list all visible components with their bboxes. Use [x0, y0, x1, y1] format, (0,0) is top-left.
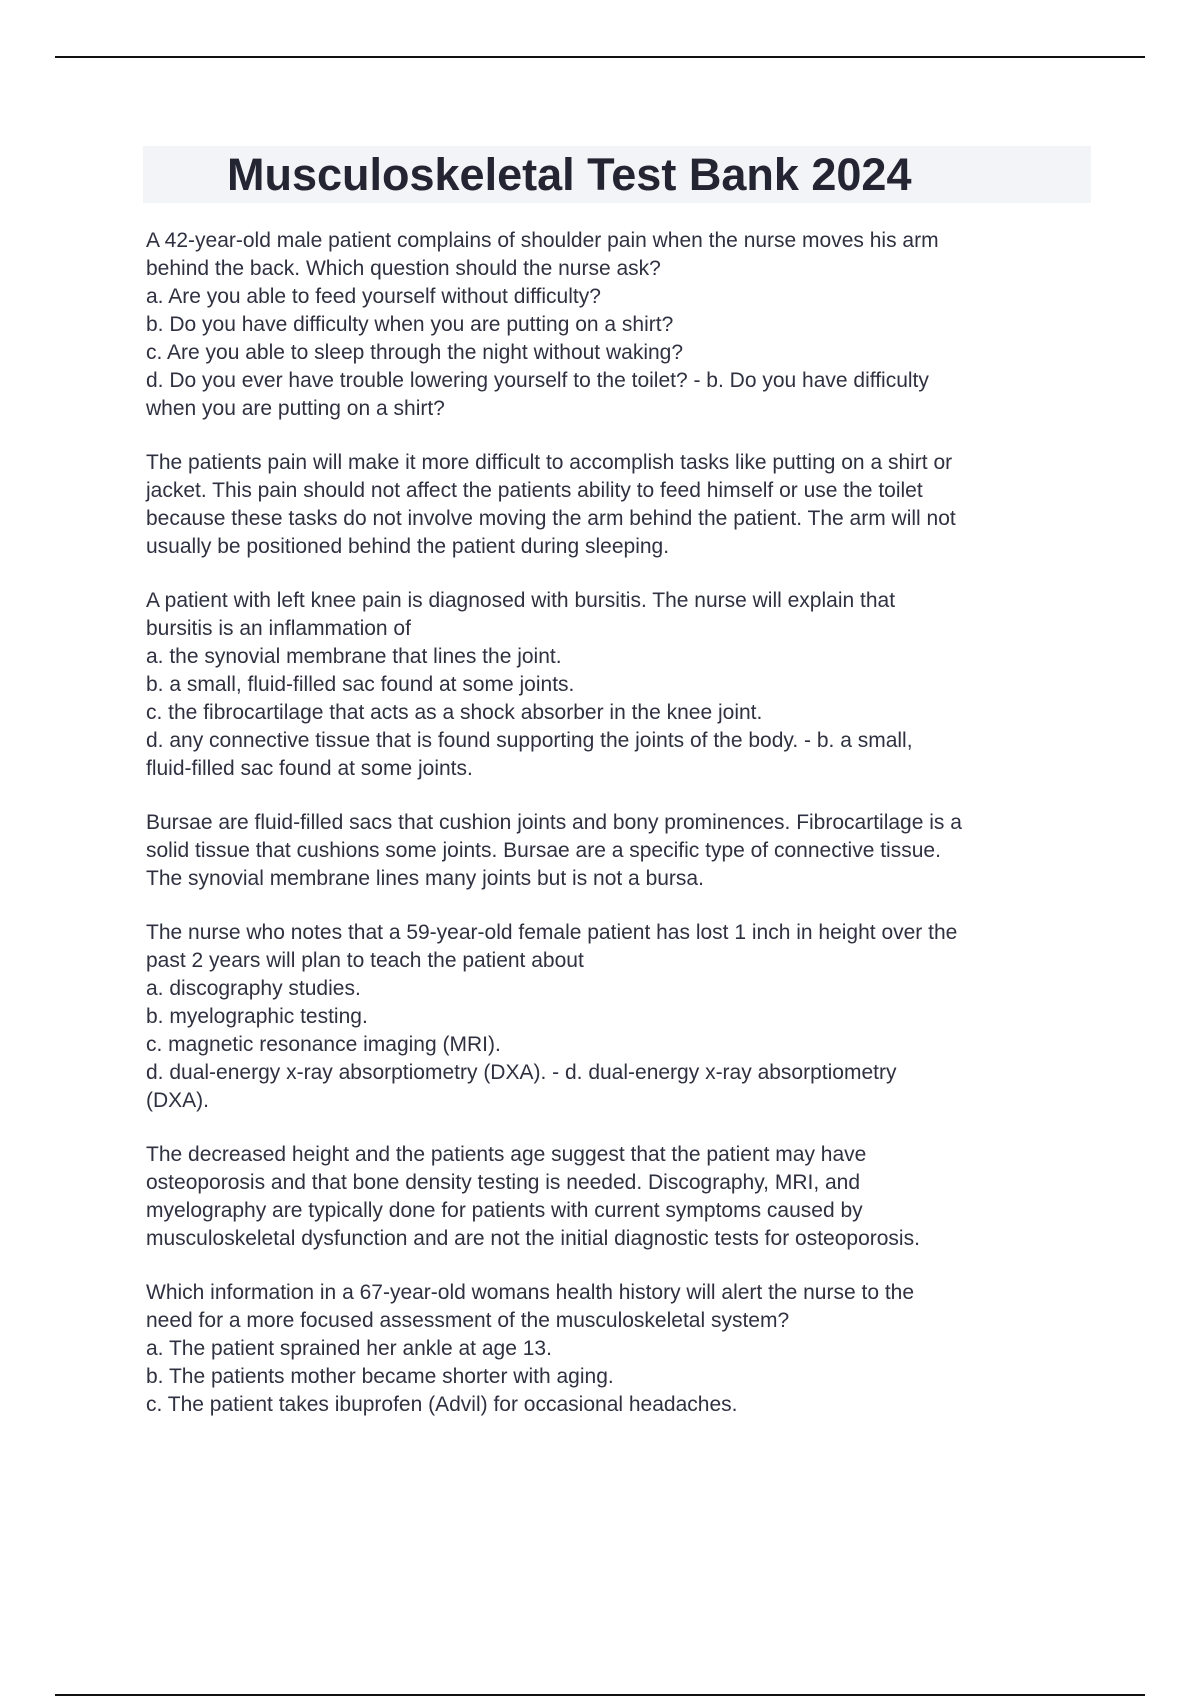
text-line: osteoporosis and that bone density testing is needed. Discography, MRI, and — [146, 1171, 861, 1194]
text-line: solid tissue that cushions some joints. Bursae are a specific type of connective tissue. — [146, 839, 941, 862]
text-line: usually be positioned behind the patient during sleeping. — [146, 535, 670, 558]
question-3 — [146, 919, 1096, 1115]
answer-option: a. The patient sprained her ankle at age 13. — [146, 1337, 552, 1360]
answer-option: a. the synovial membrane that lines the joint. — [146, 645, 562, 668]
answer-option: c. The patient takes ibuprofen (Advil) for occasional headaches. — [146, 1393, 738, 1416]
answer-option: c. Are you able to sleep through the night without waking? — [146, 341, 684, 364]
answer-option: a. discography studies. — [146, 977, 361, 1000]
text-line: The synovial membrane lines many joints but is not a bursa. — [146, 867, 704, 890]
text-line: jacket. This pain should not affect the patients ability to feed himself or use the toilet — [146, 479, 923, 502]
text-line: A 42-year-old male patient complains of shoulder pain when the nurse moves his arm — [146, 229, 939, 252]
text-line: A patient with left knee pain is diagnosed with bursitis. The nurse will explain that — [146, 589, 896, 612]
bottom-rule — [55, 1694, 1145, 1696]
answer-option: c. the fibrocartilage that acts as a shock absorber in the knee joint. — [146, 701, 763, 724]
question-4 — [146, 1279, 1096, 1419]
top-rule — [55, 56, 1145, 58]
rationale-2 — [146, 809, 1096, 893]
answer-option: c. magnetic resonance imaging (MRI). — [146, 1033, 501, 1056]
text-line: The patients pain will make it more difficult to accomplish tasks like putting on a shirt or — [146, 451, 953, 474]
document-title: Musculoskeletal Test Bank 2024 — [227, 149, 912, 200]
answer-option: b. Do you have difficulty when you are putting on a shirt? — [146, 313, 674, 336]
text-line: because these tasks do not involve moving the arm behind the patient. The arm will not — [146, 507, 956, 530]
text-line: need for a more focused assessment of the musculoskeletal system? — [146, 1309, 790, 1332]
text-line: (DXA). — [146, 1089, 209, 1112]
rationale-3 — [146, 1141, 1096, 1253]
text-line: The decreased height and the patients age suggest that the patient may have — [146, 1143, 867, 1166]
text-line: past 2 years will plan to teach the patient about — [146, 949, 584, 972]
document-body — [146, 227, 1096, 1445]
answer-option: b. The patients mother became shorter with aging. — [146, 1365, 614, 1388]
answer-option: a. Are you able to feed yourself without difficulty? — [146, 285, 601, 308]
text-line: musculoskeletal dysfunction and are not the initial diagnostic tests for osteoporosis. — [146, 1227, 920, 1250]
text-line: bursitis is an inflammation of — [146, 617, 411, 640]
text-line: myelography are typically done for patients with current symptoms caused by — [146, 1199, 863, 1222]
text-line: fluid-filled sac found at some joints. — [146, 757, 473, 780]
question-2 — [146, 587, 1096, 783]
text-line: The nurse who notes that a 59-year-old female patient has lost 1 inch in height over the — [146, 921, 958, 944]
rationale-1 — [146, 449, 1096, 561]
text-line: behind the back. Which question should the nurse ask? — [146, 257, 661, 280]
text-line: Which information in a 67-year-old womans health history will alert the nurse to the — [146, 1281, 915, 1304]
answer-option: d. any connective tissue that is found supporting the joints of the body. - b. a small, — [146, 729, 913, 752]
answer-option: b. myelographic testing. — [146, 1005, 368, 1028]
answer-option: d. Do you ever have trouble lowering yourself to the toilet? - b. Do you have difficulty — [146, 369, 929, 392]
answer-option: b. a small, fluid-filled sac found at some joints. — [146, 673, 575, 696]
question-1 — [146, 227, 1096, 423]
text-line: when you are putting on a shirt? — [146, 397, 445, 420]
text-line: Bursae are fluid-filled sacs that cushion joints and bony prominences. Fibrocartilage is a — [146, 811, 962, 834]
answer-option: d. dual-energy x-ray absorptiometry (DXA). - d. dual-energy x-ray absorptiometry — [146, 1061, 897, 1084]
